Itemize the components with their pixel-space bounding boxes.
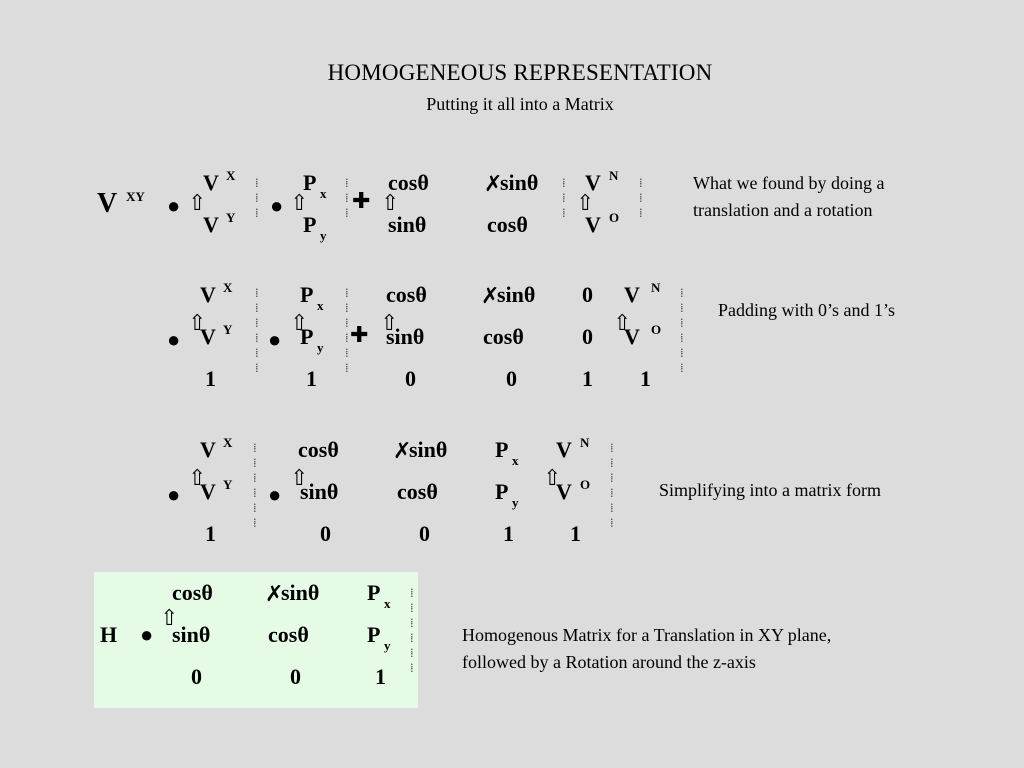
- vector-v: V: [200, 437, 216, 462]
- vector-v: V: [585, 212, 601, 237]
- subscript-x: x: [320, 186, 327, 201]
- minus-symbol: ✗: [393, 438, 412, 463]
- h33-one: 1: [503, 521, 514, 546]
- superscript-y: Y: [226, 210, 236, 225]
- subscript-y: y: [320, 228, 327, 243]
- value-one: 1: [205, 366, 216, 391]
- h22-cos: cosθ: [268, 622, 309, 647]
- value-one: 1: [205, 521, 216, 546]
- right-bracket-icon: ⁞ ⁞ ⁞: [255, 175, 259, 220]
- minus-symbol: ✗: [484, 171, 503, 196]
- matrix-h: H: [100, 622, 118, 647]
- equals-symbol: ●: [268, 327, 282, 352]
- right-bracket-icon: ⁞ ⁞ ⁞ ⁞ ⁞ ⁞: [680, 285, 684, 375]
- note-translation-rotation: What we found by doing a translation and a rotation: [693, 173, 885, 220]
- superscript-o: O: [609, 210, 620, 225]
- h33-one: 1: [375, 664, 386, 689]
- left-bracket-icon: ⇧: [188, 310, 207, 335]
- h23-py: P: [495, 479, 509, 504]
- p-x: P: [300, 282, 314, 307]
- minus-symbol: ✗: [265, 581, 284, 606]
- vector-v: V: [200, 479, 216, 504]
- slide-subtitle: Putting it all into a Matrix: [426, 94, 614, 114]
- h31-zero: 0: [191, 664, 202, 689]
- subscript-y: y: [512, 495, 519, 510]
- right-bracket-icon: ⁞ ⁞ ⁞: [345, 175, 349, 220]
- subscript-x: x: [512, 453, 519, 468]
- p-y: P: [300, 324, 314, 349]
- vector-v: V: [624, 324, 640, 349]
- superscript-x: X: [226, 168, 236, 183]
- left-bracket-icon: ⇧: [188, 190, 207, 215]
- note-homogeneous: Homogenous Matrix for a Translation in XY plane, followed by a Rotation around the z-axis: [462, 625, 832, 672]
- h21-sin: sinθ: [300, 479, 339, 504]
- vector-v: V: [203, 170, 219, 195]
- h22-cos: cosθ: [397, 479, 438, 504]
- left-bracket-icon: ⇧: [543, 465, 562, 490]
- superscript-n: N: [609, 168, 619, 183]
- note-simplifying: Simplifying into a matrix form: [659, 480, 881, 500]
- minus-symbol: ✗: [481, 283, 500, 308]
- left-bracket-icon: ⇧: [613, 310, 632, 335]
- vector-v: V: [556, 479, 572, 504]
- subscript-y: y: [384, 638, 391, 653]
- m21-sin: sinθ: [386, 324, 425, 349]
- equals-symbol: ●: [140, 622, 154, 647]
- m12-sin: sinθ: [497, 282, 536, 307]
- subscript-y: y: [317, 340, 324, 355]
- m22-cos: cosθ: [483, 324, 524, 349]
- r22-cos: cosθ: [487, 212, 528, 237]
- r21-sin: sinθ: [388, 212, 427, 237]
- superscript-o: O: [651, 322, 662, 337]
- right-bracket-icon: ⁞ ⁞ ⁞ ⁞ ⁞ ⁞: [255, 285, 259, 375]
- equals-symbol: ●: [167, 327, 181, 352]
- value-one: 1: [306, 366, 317, 391]
- left-bracket-icon: ⇧: [380, 310, 399, 335]
- right-bracket-icon: ⁞ ⁞ ⁞: [639, 175, 643, 220]
- p-y: P: [303, 212, 317, 237]
- plus-symbol: ✚: [350, 322, 369, 347]
- left-bracket-icon: ⇧: [576, 190, 595, 215]
- h11-cos: cosθ: [298, 437, 339, 462]
- right-bracket-icon: ⁞ ⁞ ⁞ ⁞ ⁞ ⁞: [410, 585, 414, 675]
- subscript-x: x: [317, 298, 324, 313]
- vector-v: V: [585, 170, 601, 195]
- superscript-x: X: [223, 280, 233, 295]
- plus-symbol: ✚: [352, 188, 371, 213]
- vector-v: V: [556, 437, 572, 462]
- left-bracket-icon: ⇧: [160, 605, 179, 630]
- p-x: P: [303, 170, 317, 195]
- h31-zero: 0: [320, 521, 331, 546]
- m32-zero: 0: [506, 366, 517, 391]
- vector-v: V: [624, 282, 640, 307]
- left-bracket-icon: ⇧: [290, 310, 309, 335]
- superscript-y: Y: [223, 322, 233, 337]
- equals-symbol: ●: [167, 193, 181, 218]
- superscript-xy: XY: [126, 189, 145, 204]
- left-bracket-icon: ⇧: [188, 465, 207, 490]
- h32-zero: 0: [419, 521, 430, 546]
- h11-cos: cosθ: [172, 580, 213, 605]
- slide-title: HOMOGENEOUS REPRESENTATION: [327, 60, 713, 85]
- subscript-x: x: [384, 596, 391, 611]
- h13-px: P: [495, 437, 509, 462]
- m23-zero: 0: [582, 324, 593, 349]
- superscript-o: O: [580, 477, 591, 492]
- left-bracket-icon: ⇧: [290, 465, 309, 490]
- m11-cos: cosθ: [386, 282, 427, 307]
- equals-symbol: ●: [167, 482, 181, 507]
- h23-py: P: [367, 622, 381, 647]
- left-bracket-icon: ⇧: [290, 190, 309, 215]
- h21-sin: sinθ: [172, 622, 211, 647]
- superscript-x: X: [223, 435, 233, 450]
- superscript-y: Y: [223, 477, 233, 492]
- vector-v: V: [200, 324, 216, 349]
- equals-symbol: ●: [270, 193, 284, 218]
- value-one: 1: [640, 366, 651, 391]
- m31-zero: 0: [405, 366, 416, 391]
- h12-sin: sinθ: [281, 580, 320, 605]
- right-bracket-icon: ⁞ ⁞ ⁞ ⁞ ⁞ ⁞: [345, 285, 349, 375]
- right-bracket-icon: ⁞ ⁞ ⁞ ⁞ ⁞ ⁞: [253, 440, 257, 530]
- left-bracket-icon: ⇧: [381, 190, 400, 215]
- value-one: 1: [570, 521, 581, 546]
- h32-zero: 0: [290, 664, 301, 689]
- equals-symbol: ●: [268, 482, 282, 507]
- r12-sin: sinθ: [500, 170, 539, 195]
- vector-v: V: [203, 212, 219, 237]
- r11-cos: cosθ: [388, 170, 429, 195]
- m33-one: 1: [582, 366, 593, 391]
- m13-zero: 0: [582, 282, 593, 307]
- vector-v-xy: V: [97, 188, 118, 219]
- h12-sin: sinθ: [409, 437, 448, 462]
- h13-px: P: [367, 580, 381, 605]
- superscript-n: N: [651, 280, 661, 295]
- right-bracket-icon: ⁞ ⁞ ⁞ ⁞ ⁞ ⁞: [610, 440, 614, 530]
- superscript-n: N: [580, 435, 590, 450]
- vector-v: V: [200, 282, 216, 307]
- note-padding: Padding with 0’s and 1’s: [718, 300, 896, 320]
- right-bracket-icon: ⁞ ⁞ ⁞: [562, 175, 566, 220]
